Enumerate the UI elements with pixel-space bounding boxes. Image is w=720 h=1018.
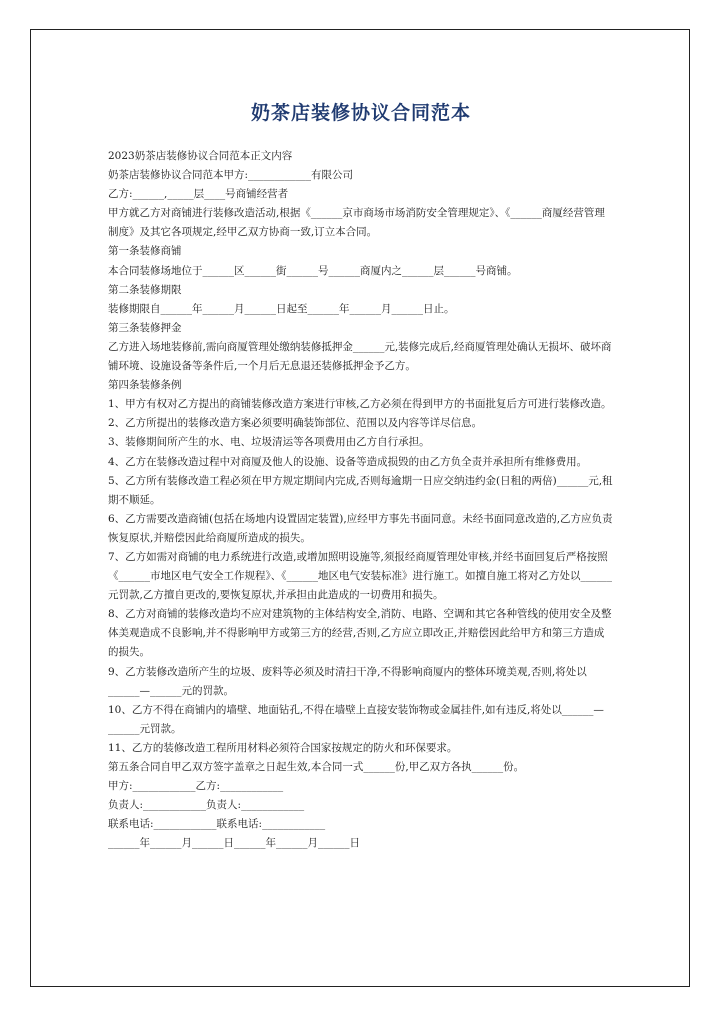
section-heading: 第三条装修押金 (108, 321, 182, 334)
signature-line-representatives: 负责人:____________负责人:____________ (108, 799, 305, 812)
document-body (108, 147, 614, 853)
paragraph: 本合同装修场地位于______区______街______号______商厦内之______层______号商铺。 (108, 264, 518, 277)
clause: 1、甲方有权对乙方提出的商铺装修改造方案进行审核,乙方必须在得到甲方的书面批复后方可进行装修改造。 (108, 398, 612, 411)
section-heading: 第四条装修条例 (108, 379, 182, 392)
document-page (30, 29, 690, 987)
signature-line-phones: 联系电话:____________联系电话:____________ (108, 818, 326, 831)
paragraph: 甲方就乙方对商铺进行装修改造活动,根据《______京市商场市场消防安全管理规定》、《______商厦经营管理制度》及其它各项规定,经甲乙双方协商一致,订立本合同。 (108, 207, 605, 239)
clause: 7、乙方如需对商铺的电力系统进行改造,或增加照明设施等,须报经商厦管理处审核,并经书面回复后严格按照《______市地区电气安全工作规程》、《______地区电气安装标准》进行施工。如擅自施工将对乙方处以______元罚款,乙方擅自更改的,要恢复原状,并承担由此造成的一切费用和损失。 (108, 550, 612, 602)
paragraph: 乙方进入场地装修前,需向商厦管理处缴纳装修抵押金______元,装修完成后,经商厦管理处确认无损坏、破坏商铺环境、设施设备等条件后,一个月后无息退还装修抵押金予乙方。 (108, 340, 612, 373)
clause: 9、乙方装修改造所产生的垃圾、废料等必须及时清扫干净,不得影响商厦内的整体环境美观,否则,将处以______—______元的罚款。 (108, 665, 587, 697)
section-heading: 第二条装修期限 (108, 283, 182, 296)
clause: 4、乙方在装修改造过程中对商厦及他人的设施、设备等造成损毁的由乙方负全责并承担所有维修费用。 (108, 455, 588, 468)
clause: 6、乙方需要改造商铺(包括在场地内设置固定装置),应经甲方事先书面同意。未经书面同意改造的,乙方应负责恢复原状,并赔偿因此给商厦所造成的损失。 (108, 512, 613, 544)
signature-line-dates: ______年______月______日______年______月______日 (108, 837, 360, 850)
section-heading: 第一条装修商铺 (108, 245, 182, 258)
clause: 2、乙方所提出的装修改造方案必须要明确装饰部位、范围以及内容等详尽信息。 (108, 417, 483, 430)
clause: 11、乙方的装修改造工程所用材料必须符合国家按规定的防火和环保要求。 (108, 741, 458, 754)
clause: 3、装修期间所产生的水、电、垃圾清运等各项费用由乙方自行承担。 (108, 436, 430, 449)
clause: 10、乙方不得在商铺内的墙壁、地面钻孔,不得在墙壁上直接安装饰物或金属挂件,如有违反,将处以______—______元罚款。 (108, 703, 604, 735)
clause: 8、乙方对商铺的装修改造均不应对建筑物的主体结构安全,消防、电路、空调和其它各种管线的使用安全及整体美观造成不良影响,并不得影响甲方或第三方的经营,否则,乙方应立即改正,并赔偿因此给甲方和第三方造成的损失。 (108, 608, 612, 659)
document-title: 奶茶店装修协议合同范本 (250, 102, 471, 124)
paragraph: 乙方:______,_____层____号商铺经营者 (108, 188, 289, 201)
paragraph: 装修期限自______年______月______日起至______年______月______日止。 (108, 302, 455, 315)
section-heading: 第五条合同自甲乙双方签字盖章之日起生效,本合同一式______份,甲乙双方各执______份。 (108, 761, 525, 773)
paragraph: 奶茶店装修协议合同范本甲方:____________有限公司 (108, 169, 354, 182)
clause: 5、乙方所有装修改造工程必须在甲方规定期间内完成,否则每逾期一日应交纳违约金(日租的两倍)______元,租期不顺延。 (108, 474, 613, 506)
paragraph: 2023奶茶店装修协议合同范本正文内容 (108, 150, 293, 162)
signature-line-parties: 甲方:____________乙方:____________ (108, 780, 284, 793)
signature-block (108, 777, 614, 853)
